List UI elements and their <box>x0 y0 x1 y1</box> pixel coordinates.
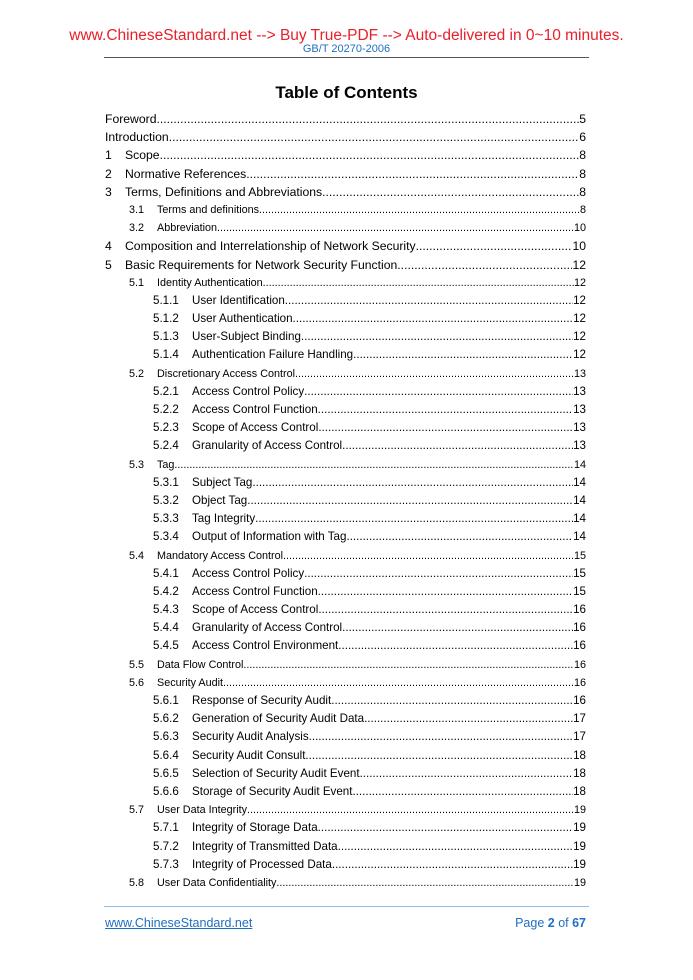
toc-entry[interactable] <box>105 146 586 164</box>
toc-entry-number: 5.1.4 <box>153 348 179 362</box>
toc-leader-dots <box>246 165 579 183</box>
page-current: 2 <box>547 916 555 930</box>
toc-entry-number: 5.2.3 <box>153 421 179 435</box>
toc-leader-dots <box>243 656 574 674</box>
toc-entry-page: 18 <box>573 766 586 780</box>
toc-entry-title: Storage of Security Audit Event <box>192 784 353 798</box>
standard-number: GB/T 20270-2006 <box>302 43 391 55</box>
toc-leader-dots <box>305 747 573 765</box>
toc-entry-title: Access Control Policy <box>192 384 305 398</box>
toc-entry-number: 5.3.1 <box>153 475 179 489</box>
toc-entry-page: 14 <box>573 493 586 507</box>
page-title: Table of Contents <box>275 83 418 102</box>
toc-entry-number: 5.5 <box>129 658 145 671</box>
toc-leader-dots <box>223 674 574 692</box>
toc-entry-page: 18 <box>573 748 586 762</box>
toc-entry[interactable] <box>105 419 586 437</box>
toc-entry-page: 14 <box>573 475 586 489</box>
toc-entry-page: 19 <box>573 876 586 889</box>
toc-leader-dots <box>353 346 573 364</box>
toc-entry-title: Normative References <box>125 166 247 181</box>
toc-entry-page: 16 <box>573 621 586 635</box>
toc-entry-title: Introduction <box>105 130 169 145</box>
page-of: of <box>554 916 573 930</box>
toc-entry-page: 8 <box>579 166 586 181</box>
toc-leader-dots <box>285 292 573 310</box>
toc-entry[interactable] <box>105 256 586 274</box>
toc-entry-title: Security Audit Analysis <box>192 730 309 744</box>
toc-entry[interactable] <box>105 310 586 328</box>
toc-entry-number: 5.6.6 <box>153 784 179 798</box>
toc-leader-dots <box>293 310 574 328</box>
toc-entry[interactable] <box>105 528 586 546</box>
toc-leader-dots <box>342 437 573 455</box>
toc-entry[interactable] <box>105 583 586 601</box>
toc-entry-number: 5.1 <box>129 276 145 289</box>
toc-entry-page: 12 <box>572 257 586 272</box>
toc-entry-number: 5.1.1 <box>153 293 179 307</box>
toc-leader-dots <box>318 819 573 837</box>
toc-entry-title: Tag <box>157 458 175 471</box>
toc-entry-number: 5.3 <box>129 458 145 471</box>
toc-entry-number: 5.6.3 <box>153 730 179 744</box>
toc-entry[interactable] <box>105 838 586 856</box>
toc-leader-dots <box>304 383 573 401</box>
toc-entry-number: 3.2 <box>129 222 145 235</box>
toc-entry-title: Selection of Security Audit Event <box>192 766 360 780</box>
toc-entry-number: 5.4.4 <box>153 621 179 635</box>
toc-entry-page: 8 <box>579 184 586 199</box>
toc-leader-dots <box>318 401 573 419</box>
toc-leader-dots <box>352 783 573 801</box>
toc-entry-title: Scope of Access Control <box>192 421 319 435</box>
toc-entry-page: 8 <box>579 203 586 216</box>
toc-entry-title: Access Control Function <box>192 584 318 598</box>
toc-entry[interactable] <box>105 801 586 819</box>
toc-entry-number: 5.4 <box>129 549 145 562</box>
toc-leader-dots <box>174 456 574 474</box>
buy-pdf-banner-link[interactable]: www.ChineseStandard.net --> Buy True-PDF --> Auto-delivered in 0~10 minutes. <box>69 27 624 44</box>
toc-entry-title: Identity Authentication <box>157 276 263 289</box>
toc-entry-page: 13 <box>573 384 586 398</box>
toc-entry-title: Basic Requirements for Network Security Function <box>125 257 398 272</box>
toc-entry[interactable] <box>105 128 586 146</box>
toc-entry-number: 5.2 <box>129 367 145 380</box>
toc-entry-page: 17 <box>573 712 586 726</box>
toc-entry-title: Output of Information with Tag <box>192 530 347 544</box>
toc-entry-number: 5.4.2 <box>153 584 179 598</box>
toc-entry-number: 1 <box>105 148 112 163</box>
toc-entry-number: 5.2.4 <box>153 439 179 453</box>
toc-leader-dots <box>360 765 574 783</box>
toc-entry[interactable] <box>105 747 586 765</box>
toc-entry[interactable] <box>105 619 586 637</box>
toc-leader-dots <box>416 237 573 255</box>
toc-entry-title: Object Tag <box>192 493 248 507</box>
toc-entry-title: Abbreviation <box>157 222 218 235</box>
toc-entry-page: 15 <box>573 584 586 598</box>
toc-leader-dots <box>263 274 574 292</box>
toc-entry[interactable] <box>105 765 586 783</box>
toc-entry-page: 16 <box>573 658 586 671</box>
toc-entry-title: Tag Integrity <box>192 512 256 526</box>
toc-entry[interactable] <box>105 165 586 183</box>
toc-entry[interactable] <box>105 492 586 510</box>
toc-entry-title: Discretionary Access Control <box>157 367 296 380</box>
toc-entry[interactable] <box>105 674 586 692</box>
toc-leader-dots <box>276 874 574 892</box>
toc-entry-page: 10 <box>573 222 586 235</box>
toc-entry-page: 19 <box>573 804 586 817</box>
toc-entry-number: 5.3.2 <box>153 493 179 507</box>
toc-leader-dots <box>160 146 580 164</box>
toc-entry-page: 10 <box>572 239 586 254</box>
toc-leader-dots <box>259 201 580 219</box>
toc-entry-number: 3 <box>105 184 112 199</box>
toc-entry-number: 4 <box>105 239 112 254</box>
toc-entry-number: 5.3.4 <box>153 530 179 544</box>
toc-entry-page: 12 <box>573 276 586 289</box>
toc-entry-page: 14 <box>573 530 586 544</box>
toc-entry-title: Security Audit Consult <box>192 748 306 762</box>
toc-entry-number: 5.7.2 <box>153 839 179 853</box>
toc-entry-page: 13 <box>573 439 586 453</box>
toc-leader-dots <box>252 474 573 492</box>
toc-entry[interactable] <box>105 874 586 892</box>
footer-website-link[interactable]: www.ChineseStandard.net <box>105 916 253 930</box>
toc-entry-title: Data Flow Control <box>157 658 244 671</box>
toc-leader-dots <box>217 219 574 237</box>
toc-leader-dots <box>342 619 573 637</box>
toc-entry-number: 5.6.2 <box>153 712 179 726</box>
toc-entry-number: 5.2.1 <box>153 384 179 398</box>
toc-entry-title: Integrity of Transmitted Data <box>192 839 338 853</box>
toc-entry-page: 6 <box>579 130 586 145</box>
toc-entry-title: Security Audit <box>157 676 224 689</box>
toc-leader-dots <box>318 419 573 437</box>
toc-entry-page: 17 <box>573 730 586 744</box>
toc-entry[interactable] <box>105 656 586 674</box>
toc-entry-title: Scope <box>125 148 160 163</box>
toc-entry[interactable] <box>105 237 586 255</box>
toc-entry-number: 5.8 <box>129 876 145 889</box>
toc-entry-number: 5.6 <box>129 676 145 689</box>
toc-entry-number: 5.6.4 <box>153 748 179 762</box>
toc-entry-number: 5.4.5 <box>153 639 179 653</box>
toc-entry-title: User Identification <box>192 293 285 307</box>
toc-entry-title: Access Control Policy <box>192 566 305 580</box>
toc-entry-page: 15 <box>573 549 586 562</box>
toc-leader-dots <box>331 692 573 710</box>
toc-entry[interactable] <box>105 183 586 201</box>
toc-entry[interactable] <box>105 274 586 292</box>
toc-entry-page: 13 <box>573 403 586 416</box>
toc-entry[interactable] <box>105 547 586 565</box>
toc-entry[interactable] <box>105 456 586 474</box>
toc-entry-title: Granularity of Access Control <box>192 439 343 453</box>
toc-entry[interactable] <box>105 510 586 528</box>
toc-leader-dots <box>295 365 574 383</box>
toc-entry-title: Mandatory Access Control <box>157 549 284 562</box>
toc-entry-title: Access Control Function <box>192 403 318 416</box>
toc-entry-page: 16 <box>573 603 586 617</box>
toc-entry[interactable] <box>105 401 586 419</box>
toc-entry-number: 5.3.3 <box>153 512 179 526</box>
toc-entry-title: Granularity of Access Control <box>192 621 343 635</box>
toc-entry-title: Foreword <box>105 112 157 126</box>
toc-entry[interactable] <box>105 346 586 364</box>
toc-leader-dots <box>322 183 579 201</box>
toc-leader-dots <box>156 110 579 128</box>
toc-leader-dots <box>338 838 573 856</box>
toc-entry[interactable] <box>105 710 586 728</box>
toc-entry-page: 18 <box>573 784 586 798</box>
toc-leader-dots <box>318 601 573 619</box>
toc-entry-number: 5.7.1 <box>153 821 179 835</box>
toc-entry[interactable] <box>105 819 586 837</box>
toc-entry-number: 5.1.3 <box>153 330 179 344</box>
toc-entry[interactable] <box>105 437 586 455</box>
toc-entry-page: 19 <box>573 857 586 871</box>
toc-entry-page: 14 <box>573 458 586 471</box>
toc-entry-page: 16 <box>573 639 586 653</box>
toc-entry-page: 12 <box>573 330 586 344</box>
toc-entry[interactable] <box>105 365 586 383</box>
toc-entry-page: 5 <box>579 112 586 126</box>
toc-entry-number: 5.7 <box>129 804 145 817</box>
toc-leader-dots <box>346 528 573 546</box>
toc-leader-dots <box>397 256 572 274</box>
toc-entry[interactable] <box>105 692 586 710</box>
toc-entry-number: 5.6.1 <box>153 694 179 707</box>
toc-leader-dots <box>332 856 573 874</box>
header-rule <box>104 57 589 58</box>
page-indicator <box>515 916 586 930</box>
toc-entry[interactable] <box>105 201 586 219</box>
toc-entry-page: 12 <box>573 293 586 307</box>
toc-entry[interactable] <box>105 728 586 746</box>
toc-entry-page: 15 <box>573 566 586 580</box>
toc-entry-title: User Data Confidentiality <box>157 876 277 889</box>
toc-entry-title: Integrity of Processed Data <box>192 857 332 871</box>
toc-entry-title: Scope of Access Control <box>192 603 319 617</box>
toc-entry-page: 13 <box>573 421 586 435</box>
toc-leader-dots <box>247 801 574 819</box>
toc-entry-number: 2 <box>105 166 112 181</box>
toc-entry-title: Composition and Interrelationship of Network Security <box>125 239 416 254</box>
toc-entry-number: 5.6.5 <box>153 766 179 780</box>
toc-entry[interactable] <box>105 110 586 128</box>
toc-leader-dots <box>304 565 573 583</box>
toc-leader-dots <box>309 728 573 746</box>
toc-entry[interactable] <box>105 474 586 492</box>
toc-entry-title: User-Subject Binding <box>192 330 301 344</box>
toc-leader-dots <box>318 583 573 601</box>
toc-entry[interactable] <box>105 328 586 346</box>
toc-entry-page: 19 <box>573 821 586 835</box>
toc-entry-title: Subject Tag <box>192 475 253 489</box>
toc-leader-dots <box>169 128 580 146</box>
toc-entry-title: User Data Integrity <box>157 804 248 817</box>
table-of-contents <box>105 110 586 892</box>
toc-entry-page: 12 <box>573 312 586 326</box>
toc-entry-title: User Authentication <box>192 312 293 326</box>
toc-entry-title: Authentication Failure Handling <box>192 348 354 362</box>
toc-leader-dots <box>283 547 574 565</box>
toc-entry[interactable] <box>105 292 586 310</box>
toc-leader-dots <box>301 328 573 346</box>
toc-entry-title: Integrity of Storage Data <box>192 821 318 835</box>
toc-leader-dots <box>338 637 573 655</box>
toc-entry-number: 5.2.2 <box>153 403 179 416</box>
toc-entry-title: Response of Security Audit <box>192 694 332 707</box>
toc-entry[interactable] <box>105 383 586 401</box>
page-prefix: Page <box>515 916 548 930</box>
toc-entry[interactable] <box>105 565 586 583</box>
toc-entry-page: 16 <box>573 694 586 707</box>
toc-entry-page: 13 <box>573 367 586 380</box>
toc-leader-dots <box>255 510 573 528</box>
toc-entry-page: 12 <box>573 348 586 362</box>
toc-leader-dots <box>364 710 573 728</box>
page-total: 67 <box>572 916 586 930</box>
toc-entry[interactable] <box>105 856 586 874</box>
toc-entry-title: Generation of Security Audit Data <box>192 712 365 726</box>
toc-entry-number: 5 <box>105 257 112 272</box>
toc-entry-number: 5.4.1 <box>153 566 179 580</box>
toc-entry-number: 5.4.3 <box>153 603 179 617</box>
toc-entry[interactable] <box>105 601 586 619</box>
footer-rule <box>104 906 589 907</box>
toc-entry[interactable] <box>105 783 586 801</box>
toc-entry-title: Terms, Definitions and Abbreviations <box>125 184 323 199</box>
toc-entry-page: 16 <box>573 676 586 689</box>
toc-entry-number: 5.1.2 <box>153 312 179 326</box>
toc-entry-number: 5.7.3 <box>153 857 179 871</box>
toc-leader-dots <box>247 492 573 510</box>
toc-entry[interactable] <box>105 219 586 237</box>
toc-entry[interactable] <box>105 637 586 655</box>
toc-entry-title: Access Control Environment <box>192 639 339 653</box>
toc-entry-number: 3.1 <box>129 203 145 216</box>
toc-entry-title: Terms and definitions <box>157 203 260 216</box>
toc-entry-page: 19 <box>573 839 586 853</box>
toc-entry-page: 14 <box>573 512 586 526</box>
toc-entry-page: 8 <box>579 148 586 163</box>
